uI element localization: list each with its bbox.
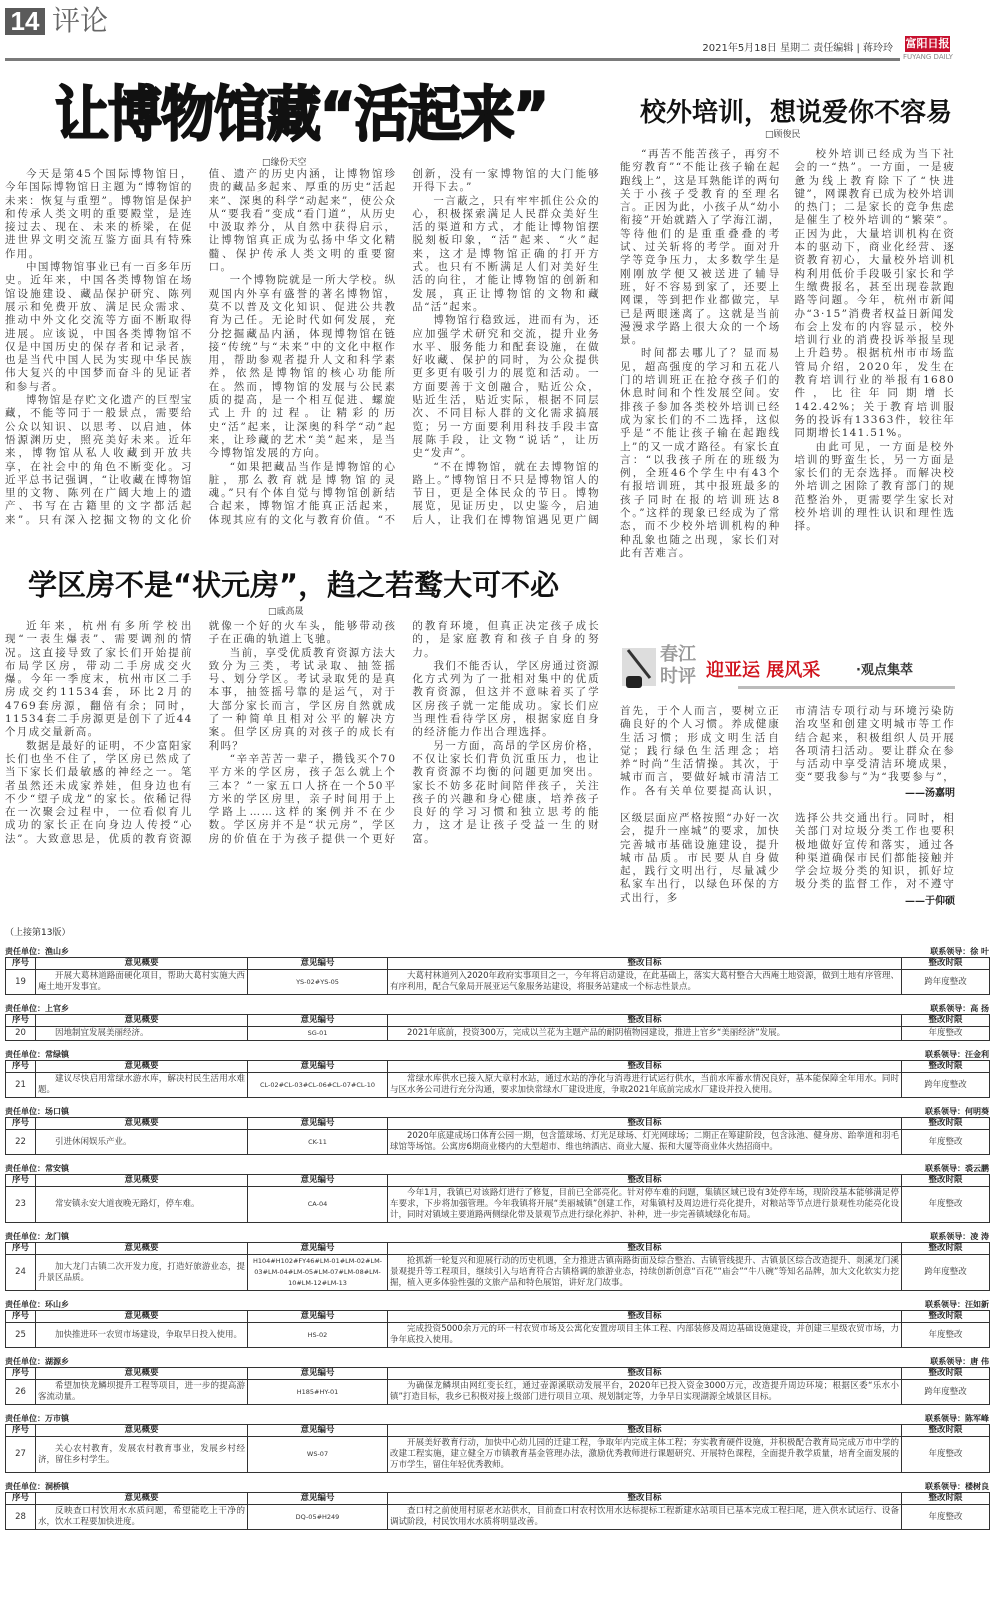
header-summary: 意见概要 <box>36 1425 248 1437</box>
leader-label: 联系领导： <box>925 1164 965 1173</box>
rectification-table <box>5 1424 990 1473</box>
unit-line <box>5 1049 989 1060</box>
table-row <box>6 1437 990 1473</box>
header-target: 整改目标 <box>388 1311 902 1323</box>
unit-label: 责任单位： <box>5 1107 45 1116</box>
table-header-row <box>6 1425 990 1437</box>
responsible-unit <box>5 1163 69 1174</box>
cell-summary: 加快推进环一农贸市场建设，争取早日投入使用。 <box>36 1323 248 1348</box>
paragraph: 另一方面，高昂的学区房价格，不仅让家长们背负沉重压力，也让教育资源不均衡的问题更加突出。家长不妨多花时间陪伴孩子，关注孩子的兴趣和身心健康，培养孩子良好的学习习惯和独立思考的能力，这才是让孩子受益一生的财富。 <box>412 739 600 845</box>
article2-byline: □顾俊民 <box>765 130 801 140</box>
page-number: 14 <box>5 8 45 35</box>
paragraph: 一个博物院就是一所大学校。纵观国内外享有盛誉的著名博物馆，莫不以普及文化知识、促进公共教育为己任。无论时代如何发展，充分挖掘藏品内涵，体现博物馆在链接“传统”与“未来”中的文化中枢作用，帮助参观者提升人文和科学素养，依然是博物馆的核心功能所在。然而，博物馆的发展与公民素质的提高，是一个相互促进、螺旋式上升的过程。让精彩的历史“活”起来，让深奥的科学“动”起来，让珍藏的艺术“美”起来，是当今博物馆发展的方向。 <box>208 274 397 460</box>
cell-code: SG-01 <box>248 1027 388 1041</box>
leader-label: 联系领导： <box>925 1300 965 1309</box>
table-row <box>6 1027 990 1041</box>
header-target: 整改目标 <box>388 1175 902 1187</box>
opinion1-right: 市清洁专项行动与环境污染防治攻坚和创建文明城市等工作结合起来，积极组织人员开展各项清扫活动。要让群众在参与活动中享受清洁环境成果，变“要我参与”为“我要参与”， <box>795 705 955 784</box>
header-no: 序号 <box>6 1425 36 1437</box>
paragraph: 博物馆行稳致远，进而有为，还应加强学术研究和交流，提升业务水平、服务能力和配套设施，在做好收藏、保护的同时，为公众提供更多更有吸引力的展览和活动。一方面要善于文创融合，贴近公众，贴近生活，贴近实际，根据不同层次、不同目标人群的文化需求搞展览；另一方面要利用科技手段丰富展陈手段，让文物“说话”，让历史“发声”。 <box>412 314 600 460</box>
article3-byline: □戚高晟 <box>268 607 304 617</box>
unit-name: 常绿镇 <box>45 1050 69 1059</box>
cell-code: WS-07 <box>248 1437 388 1473</box>
opinion-theme: 迎亚运 展风采 <box>706 660 821 681</box>
cell-deadline: 年度整改 <box>902 1323 990 1348</box>
unit-label: 责任单位： <box>5 1004 45 1013</box>
cell-summary: 常安镇永安大道夜晚无路灯，停车难。 <box>36 1187 248 1223</box>
article3-body <box>5 620 600 912</box>
cell-summary: 因地制宜发展美丽经济。 <box>36 1027 248 1041</box>
table-header-row <box>6 1311 990 1323</box>
unit-name: 龙门镇 <box>45 1232 69 1241</box>
header-summary: 意见概要 <box>36 1243 248 1255</box>
table-row <box>6 1380 990 1405</box>
header-rule <box>5 58 900 61</box>
cell-summary: 希望加快龙鳞坝提升工程等项目，进一步的提高游客流动量。 <box>36 1380 248 1405</box>
unit-line <box>5 1356 989 1367</box>
rectification-table <box>5 1174 990 1223</box>
table-header-row <box>6 1118 990 1130</box>
paragraph: 博物馆是存贮文化遗产的巨型宝藏，不能等同于一般景点，需要给公众以知识、以思考、以启迪，体悟源渊历史，照亮美好未来。近年来，博物馆从私人收藏到开放共享，在社会中的角色不断变化。习近平总书记强调，“让收藏在博物馆里的文物、陈列在广阔大地上的遗产、书写在古籍里的文字都活起来”。只有深入挖掘文物的文化价值、遗产的历史内涵，让博物馆珍贵的藏品多起来、厚重的历史“活起来”、深奥的科学“动起来”，使公众从“要我看”变成“看门道”，从历史中汲取养分，从自然中获得启示，让博物馆真正成为弘扬中华文化精髓、保护传承人类文明的重要窗口。 <box>5 168 397 526</box>
table-header-row <box>6 1243 990 1255</box>
header-no: 序号 <box>6 958 36 970</box>
responsible-unit <box>5 1003 69 1014</box>
unit-label: 责任单位： <box>5 947 45 956</box>
header-summary: 意见概要 <box>36 1368 248 1380</box>
table-header-row <box>6 1493 990 1505</box>
header-target: 整改目标 <box>388 1015 902 1027</box>
cell-deadline: 年度整改 <box>902 1130 990 1155</box>
header-no: 序号 <box>6 1243 36 1255</box>
table-row <box>6 1073 990 1098</box>
responsible-unit <box>5 1049 69 1060</box>
opinion1-left: 首先，于个人而言，要树立正确良好的个人习惯。养成健康生活习惯；形成文明生活自觉；践行绿色生活理念；培养“时尚”生活情操。其次，于城市而言，要做好城市清洁工作。各有关单位要提高认识， <box>620 705 780 797</box>
header-deadline: 整改时限 <box>902 1118 990 1130</box>
leader-name: 何明葵 <box>965 1107 989 1116</box>
cell-deadline: 年度整改 <box>902 1437 990 1473</box>
responsible-unit <box>5 1106 69 1117</box>
article1-body <box>5 168 600 536</box>
contact-leader <box>925 1481 989 1492</box>
contact-leader <box>925 1413 989 1424</box>
header-target: 整改目标 <box>388 1243 902 1255</box>
header-deadline: 整改时限 <box>902 1061 990 1073</box>
header-deadline: 整改时限 <box>902 958 990 970</box>
contact-leader <box>930 946 989 957</box>
paragraph: 今天是第45个国际博物馆日，今年国际博物馆日主题为“博物馆的未来：恢复与重塑”。博物馆是保护和传承人类文明的重要殿堂，是连接过去、现在、未来的桥梁，在促进世界文明交流互鉴方面具有特殊作用。 <box>5 168 193 260</box>
cell-target: 为确保龙鳞坝由网红变长红，通过壶源溪联动发展平台，2020年已投入资金3000万元，改造提升周边环境；根据区委“乐水小镇”打造目标，我乡已积极对接上级部门进行项目立项、规划制定等，力争早日实现湖源全域景区目标。 <box>388 1380 902 1405</box>
opinion2-right: 选择公共交通出行。同时，相关部门对垃圾分类工作也要积极地做好宣传和落实，通过各种渠道确保市民们都能接触并学会垃圾分类的知识，抓好垃圾分类的监督工作，对不遵守 <box>795 812 955 891</box>
unit-line <box>5 1106 989 1117</box>
leader-name: 裘云鹏 <box>965 1164 989 1173</box>
header-summary: 意见概要 <box>36 958 248 970</box>
header-code: 意见编号 <box>248 1311 388 1323</box>
header-no: 序号 <box>6 1118 36 1130</box>
header-deadline: 整改时限 <box>902 1368 990 1380</box>
unit-label: 责任单位： <box>5 1414 45 1423</box>
header-summary: 意见概要 <box>36 1061 248 1073</box>
cell-no: 20 <box>6 1027 36 1041</box>
header-target: 整改目标 <box>388 1493 902 1505</box>
unit-name: 常安镇 <box>45 1164 69 1173</box>
contact-leader <box>930 1003 989 1014</box>
cell-target: 抢抓新一轮复兴和迎展行动的历史机遇，全力推进古镇南路街面及综合整治、古镇管线提升、古镇景区综合改造提升、剡溪龙门溪景观提升等工程项目，继续引入与培育符合古镇格调的旅游业态，持续创新创意“百花”“庙会”“牛八碗”等知名品牌，加大文化软实力挖掘，植入更多体验性强的文旅产品和特色展馆，讲好龙门故事。 <box>388 1255 902 1291</box>
cell-summary: 开展大葛林道路面硬化项目，帮助大葛村实施大西庵土地开发事宜。 <box>36 970 248 995</box>
unit-line <box>5 1413 989 1424</box>
cell-target: 常绿水库供水已接入原大章村水站，通过水站的净化与消毒进行试运行供水，当前水库蓄水情况良好，基本能保障全年用水。同时与区水务公司进行充分沟通，要求加快常绿水厂建设进度，争取2021年底前完成水厂建设并投入使用。 <box>388 1073 902 1098</box>
leader-name: 汪金利 <box>965 1050 989 1059</box>
leader-name: 徐 叶 <box>970 947 989 956</box>
responsible-unit <box>5 946 69 957</box>
paragraph: “不在博物馆，就在去博物馆的路上。”博物馆日不只是博物馆人的节日，更是全体民众的节日。博物展览，见证历史，以史鉴今，启迪后人，让我们在博物馆遇见更广阔 <box>412 460 600 526</box>
cell-code: CK-11 <box>248 1130 388 1155</box>
unit-name: 场口镇 <box>45 1107 69 1116</box>
contact-leader <box>930 1356 989 1367</box>
contact-leader <box>925 1299 989 1310</box>
leader-label: 联系领导： <box>930 1357 971 1366</box>
header-deadline: 整改时限 <box>902 1311 990 1323</box>
paragraph: 近年来，杭州有多所学校出现“一表生爆表”、需要调剂的情况。这直接导致了家长们开始提前布局学区房，带动二手房成交火爆。今年一季度末，杭州市区二手房成交约11534套，环比2月的4769套房源，翻倍有余；同时，11534套二手房源更是创下了近44个月成交量新高。 <box>5 620 193 739</box>
header-target: 整改目标 <box>388 1118 902 1130</box>
article2-title: 校外培训，想说爱你不容易 <box>640 98 953 128</box>
unit-name: 洞桥镇 <box>45 1482 69 1491</box>
paragraph: 由此可见，一方面是校外培训的野蛮生长，另一方面是家长们的无奈选择。而解决校外培训之困除了教育部门的规范整治外，更需要学生家长对校外培训的理性认识和理性选择。 <box>794 440 955 533</box>
unit-line <box>5 1299 989 1310</box>
article1-title: 让博物馆藏“活起来” <box>55 79 548 150</box>
table-row <box>6 1323 990 1348</box>
table-row <box>6 1130 990 1155</box>
cell-deadline: 跨年度整改 <box>902 1255 990 1291</box>
unit-name: 渔山乡 <box>45 947 69 956</box>
dateline: 2021年5月18日 星期二 责任编辑 | 蒋玲玲 <box>702 43 893 54</box>
header-code: 意见编号 <box>248 1175 388 1187</box>
unit-label: 责任单位： <box>5 1482 45 1491</box>
cell-deadline: 跨年度整改 <box>902 970 990 995</box>
cell-code: CL-02#CL-03#CL-06#CL-07#CL-10 <box>248 1073 388 1098</box>
opinion2-left: 区级层面应严格按照“办好一次会，提升一座城”的要求，加快完善城市基础设施建设，提升城市品质。市民要从自身做起，践行文明出行，尽量减少私家车出行，以绿色环保的方式出行，多 <box>620 812 780 904</box>
pen-inkwell-icon <box>620 644 660 690</box>
header-no: 序号 <box>6 1061 36 1073</box>
table-header-row <box>6 958 990 970</box>
header-summary: 意见概要 <box>36 1118 248 1130</box>
rectification-table <box>5 957 990 995</box>
cell-no: 24 <box>6 1255 36 1291</box>
paragraph: 我们不能否认，学区房通过资源化方式列为了一批相对集中的优质教育资源，但这并不意味着买了学区房孩子就一定能成功。家长们应当理性看待学区房，根据家庭自身的经济能力作出合理选择。 <box>412 659 600 739</box>
header-summary: 意见概要 <box>36 1493 248 1505</box>
cell-code: H185#HY-01 <box>248 1380 388 1405</box>
header-code: 意见编号 <box>248 1015 388 1027</box>
header-target: 整改目标 <box>388 1425 902 1437</box>
opinion1-author: ——汤嘉明 <box>905 788 955 799</box>
cell-no: 28 <box>6 1505 36 1530</box>
contact-leader <box>925 1106 989 1117</box>
header-summary: 意见概要 <box>36 1311 248 1323</box>
unit-label: 责任单位： <box>5 1300 45 1309</box>
paragraph: “辛辛苦苦一辈子，攒钱买个70平方米的学区房，孩子怎么就上个三本？”一家五口人挤在一个50平方米的学区房里，亲子时间用于上学路上……这样的案例并不在少数。学区房并不是“状元房”，学区房的价值在于为孩子提供一个更好的教育环境，但真正决定孩子成长的，是家庭教育和孩子自身的努力。 <box>208 620 600 845</box>
header-no: 序号 <box>6 1368 36 1380</box>
table-header-row <box>6 1175 990 1187</box>
header-code: 意见编号 <box>248 1368 388 1380</box>
header-deadline: 整改时限 <box>902 1425 990 1437</box>
unit-name: 湖源乡 <box>45 1357 69 1366</box>
cell-deadline: 年度整改 <box>902 1505 990 1530</box>
leader-label: 联系领导： <box>925 1482 965 1491</box>
paragraph: 当前，享受优质教育资源方法大致分为三类，考试录取、抽签摇号、划分学区。考试录取凭的是真本事，抽签摇号靠的是运气，对于大部分家长而言，学区房自然就成了一种简单且相对公平的解决方案。但学区房真的对孩子的成长有利吗？ <box>208 646 397 752</box>
paragraph: 校外培训已经成为当下社会的一“热”。一方面，一是疲惫为线上教育除下了“快进键”，网课教育已成为校外培训的热门；二是家长的竞争焦虑是催生了校外培训的“繁荣”。正因为此，大量培训机构在资本的驱动下，商业化经营、逐资教育初心，大量校外培训机构利用低价手段吸引家长和学生缴费报名，甚至出现卷款跑路等问题。今年，杭州市新闻办“3·15”消费者权益日新闻发布会上发布的内容显示，校外培训行业的消费投诉举报呈现上升趋势。根据杭州市市场监管局介绍，2020年，发生在教育培训行业的举报有1680件，比往年同期增长142.42%；关于教育培训服务的投诉有13363件，较往年同期增长141.51%。 <box>794 148 955 440</box>
header-code: 意见编号 <box>248 1425 388 1437</box>
responsible-unit <box>5 1413 69 1424</box>
unit-line <box>5 946 989 957</box>
cell-deadline: 跨年度整改 <box>902 1380 990 1405</box>
cell-no: 23 <box>6 1187 36 1223</box>
rectification-table <box>5 1367 990 1405</box>
cell-deadline: 年度整改 <box>902 1187 990 1223</box>
rectification-table <box>5 1310 990 1348</box>
continued-note: （上接第13版） <box>5 928 71 938</box>
cell-target: 查口村之前使用村原老水站供水，目前查口村农村饮用水达标提标工程新建水站项目已基本完成工程扫尾，进入供水试运行、设备调试阶段，村民饮用水水质将明显改善。 <box>388 1505 902 1530</box>
unit-label: 责任单位： <box>5 1232 45 1241</box>
header-code: 意见编号 <box>248 1118 388 1130</box>
table-row <box>6 1505 990 1530</box>
cell-code: DQ-05#H249 <box>248 1505 388 1530</box>
header-deadline: 整改时限 <box>902 1493 990 1505</box>
leader-label: 联系领导： <box>930 1232 971 1241</box>
rectification-tables <box>5 925 989 1530</box>
unit-name: 万市镇 <box>45 1414 69 1423</box>
cell-code: YS-02#YS-05 <box>248 970 388 995</box>
contact-leader <box>925 1163 989 1174</box>
header-code: 意见编号 <box>248 1493 388 1505</box>
cell-target: 大葛村林道列入2020年政府实事项目之一，今年将启动建设，在此基础上，落实大葛村整合大西庵土地资源，做到土地有序管理、有序利用，配合气象局开展亚运气象服务站建设，将服务站建成一个标志性景点。 <box>388 970 902 995</box>
leader-name: 凌 涛 <box>970 1232 989 1241</box>
unit-name: 上官乡 <box>45 1004 69 1013</box>
leader-name: 汪如新 <box>965 1300 989 1309</box>
opinion-suffix: ·观点集萃 <box>856 663 913 678</box>
header-target: 整改目标 <box>388 1368 902 1380</box>
opinion-column-name: 春江时评 <box>660 644 696 687</box>
cell-summary: 建议尽快启用常绿水游水库，解决村民生活用水难题。 <box>36 1073 248 1098</box>
table-header-row <box>6 1061 990 1073</box>
header-no: 序号 <box>6 1493 36 1505</box>
contact-leader <box>925 1049 989 1060</box>
unit-label: 责任单位： <box>5 1357 45 1366</box>
rectification-table <box>5 1060 990 1098</box>
header-target: 整改目标 <box>388 958 902 970</box>
cell-no: 22 <box>6 1130 36 1155</box>
header-summary: 意见概要 <box>36 1015 248 1027</box>
cell-deadline: 跨年度整改 <box>902 1073 990 1098</box>
paragraph: 数据是最好的证明，不少富阳家长们也坐不住了，学区房已然成了当下家长们最敏感的神经之一。笔者虽然还未成家养娃，但身边也有不少“望子成龙”的家长。依稀记得在一次聚会过程中，一位看似育儿成功的家长正在向身边人传授“心法”。大致意思是，优质的教育资源就像一个好的火车头，能够带动孩子在正确的轨道上飞驰。 <box>5 620 397 845</box>
unit-name: 环山乡 <box>45 1300 69 1309</box>
newspaper-logo-en: FUYANG DAILY <box>903 53 953 61</box>
unit-label: 责任单位： <box>5 1050 45 1059</box>
responsible-unit <box>5 1299 69 1310</box>
newspaper-logo: 富阳日报 <box>905 37 950 50</box>
table-header-row <box>6 1368 990 1380</box>
leader-label: 联系领导： <box>930 947 971 956</box>
paragraph: 一言蔽之，只有牢牢抓住公众的心，积极探索满足人民群众美好生活的渠道和方式，才能让博物馆摆脱刻板印象，“活”起来、“火”起来，这才是博物馆正确的打开方式。也只有不断满足人们对美好生活的向往，才能让博物馆的创新和发展，真正让博物馆的文物和藏品“活”起来。 <box>412 194 600 313</box>
leader-label: 联系领导： <box>930 1004 971 1013</box>
leader-label: 联系领导： <box>925 1414 965 1423</box>
opinion2-author: ——于仰硕 <box>905 896 955 907</box>
cell-no: 25 <box>6 1323 36 1348</box>
paragraph: “再苦不能苦孩子，再穷不能穷教育”“不能让孩子输在起跑线上”，这是耳熟能详的两句关于小孩子受教育的至理名言。正因为此，小孩子从“幼小衔接”开始就踏入了学海江湖，等待他们的是重重叠叠的考试、过关斩将的考学。面对升学等竞争压力，太多数学生是刚刚放学便又被送进了辅导班，好不容易到家了，还要上网课，等到把作业都做完，早已是两眼迷离了。这就是当前漫漫求学路上很大众的一个场景。 <box>620 148 781 347</box>
contact-leader <box>930 1231 989 1242</box>
rectification-table <box>5 1242 990 1291</box>
article2-body <box>620 148 955 616</box>
header-target: 整改目标 <box>388 1061 902 1073</box>
responsible-unit <box>5 1356 69 1367</box>
leader-label: 联系领导： <box>925 1107 965 1116</box>
header-deadline: 整改时限 <box>902 1243 990 1255</box>
cell-target: 开展美好教育行动，加快中心幼儿园的迁建工程，争取年内完成主体工程；夯实教育硬件设施，并积极配合教育局完成万市中学的改建工程实施，建立健全万市镇教育基金管理办法，激励优秀教师进行课题研究、开展特色课程，全面提升教学质量，培育全面发展的万市学生，留住年轻优秀教师。 <box>388 1437 902 1473</box>
opinion-column-header <box>620 642 955 692</box>
cell-code: HS-02 <box>248 1323 388 1348</box>
rectification-table <box>5 1117 990 1155</box>
header-deadline: 整改时限 <box>902 1015 990 1027</box>
header-code: 意见编号 <box>248 1061 388 1073</box>
rectification-table <box>5 1014 990 1041</box>
table-row <box>6 970 990 995</box>
cell-summary: 关心农村教育，发展农村教育事业，发展乡村经济，留住乡村学生。 <box>36 1437 248 1473</box>
cell-code: CA-04 <box>248 1187 388 1223</box>
cell-target: 2021年底前，投资300万，完成以兰花为主题产品的耐阴植物园建设，推进上官乡“美丽经济”发展。 <box>388 1027 902 1041</box>
unit-line <box>5 1481 989 1492</box>
cell-no: 21 <box>6 1073 36 1098</box>
cell-target: 今年1月，我镇已对该路灯进行了修复，目前已全部亮化。针对停车难的问题，集镇区域已设有3处停车场，现阶段基本能够满足停车要求，下步将加强管理。今年我镇将开展“美丽城镇”创建工作，对集镇村及周边进行亮化提升，对粮站等节点进行景观性功能亮化设计，同时对镇域主要道路两侧绿化带及景观节点进行绿化养护、补种，进一步完善镇域绿化布局。 <box>388 1187 902 1223</box>
responsible-unit <box>5 1231 69 1242</box>
unit-line <box>5 1163 989 1174</box>
leader-name: 陈军峰 <box>965 1414 989 1423</box>
cell-code: H104#H102#FY46#LM-01#LM-02#LM-03#LM-04#LM-05#LM-07#LM-08#LM-10#LM-12#LM-13 <box>248 1255 388 1291</box>
table-header-row <box>6 1015 990 1027</box>
paragraph: “如果把藏品当作是博物馆的心脏，那么教育就是博物馆的灵魂。”只有个体自觉与博物馆创新结合起来，博物馆才能真正活起来，体现其应有的文化与教育价值。“不创新，没有一家博物馆的大门能够开得下去。” <box>208 168 600 526</box>
table-row <box>6 1255 990 1291</box>
header-deadline: 整改时限 <box>902 1175 990 1187</box>
unit-label: 责任单位： <box>5 1164 45 1173</box>
unit-line <box>5 1003 989 1014</box>
rectification-table <box>5 1492 990 1530</box>
table-row <box>6 1187 990 1223</box>
opinion-rule <box>738 686 955 689</box>
header-no: 序号 <box>6 1311 36 1323</box>
section-title: 评论 <box>52 4 109 37</box>
cell-target: 完成投资5000余万元的环一村农贸市场及公寓化安置房项目主体工程、内部装修及周边基础设施建设，并创建三星级农贸市场，力争年底投入使用。 <box>388 1323 902 1348</box>
paragraph: 时间都去哪儿了？显而易见，超高强度的学习和五花八门的培训班正在抢夺孩子们的休息时间和个性发展空间。安排孩子参加各类校外培训已经成为家长们的不二选择，这似乎是“不能让孩子输在起跑线上”的又一成才路径。有家长直言：“以我孩子所在的班级为例，全班46个学生中有43个有报培训班，其中报班最多的孩子同时在报的培训班达8个。”这样的现象已经成为了常态，而不少校外培训机构的种种乱象也随之出现，家长们对此有苦难言。 <box>620 347 781 559</box>
paragraph: 中国博物馆事业已有一百多年历史。近年来，中国各类博物馆在场馆设施建设、藏品保护研究、陈列展示和免费开放、满足民众需求、推动中外文化交流等方面不断取得进展。应该说，中国各类博物馆不仅是中国历史的保存者和记录者，也是当代中国人民为实现中华民族伟大复兴的中国梦而奋斗的见证者和参与者。 <box>5 261 193 393</box>
leader-name: 高 扬 <box>970 1004 989 1013</box>
cell-no: 26 <box>6 1380 36 1405</box>
cell-no: 19 <box>6 970 36 995</box>
header-no: 序号 <box>6 1175 36 1187</box>
header-code: 意见编号 <box>248 958 388 970</box>
cell-summary: 反映查口村饮用水水质问题，希望能吃上干净的水，饮水工程要加快进度。 <box>36 1505 248 1530</box>
cell-target: 2020年底建成场口体育公园一期，包含篮球场、灯光足球场、灯光网球场；二期正在筹建阶段，包含泳池、健身房、跆拳道和羽毛球馆等场馆。公寓房6期商业楼内的大型超市、维也纳酒店、商业大厦、振和大厦等商业体火热招商中。 <box>388 1130 902 1155</box>
header-code: 意见编号 <box>248 1243 388 1255</box>
article1-byline: □缘份天空 <box>262 158 307 168</box>
leader-name: 楼树良 <box>965 1482 989 1491</box>
leader-label: 联系领导： <box>925 1050 965 1059</box>
article3-title: 学区房不是“状元房”，趋之若鹜大可不必 <box>28 568 560 602</box>
unit-line <box>5 1231 989 1242</box>
cell-deadline: 年度整改 <box>902 1027 990 1041</box>
cell-summary: 加大龙门古镇二次开发力度，打造好旅游业态，提升景区品质。 <box>36 1255 248 1291</box>
header-no: 序号 <box>6 1015 36 1027</box>
leader-name: 唐 伟 <box>970 1357 989 1366</box>
responsible-unit <box>5 1481 69 1492</box>
header-summary: 意见概要 <box>36 1175 248 1187</box>
cell-summary: 引进休闲娱乐产业。 <box>36 1130 248 1155</box>
cell-no: 27 <box>6 1437 36 1473</box>
